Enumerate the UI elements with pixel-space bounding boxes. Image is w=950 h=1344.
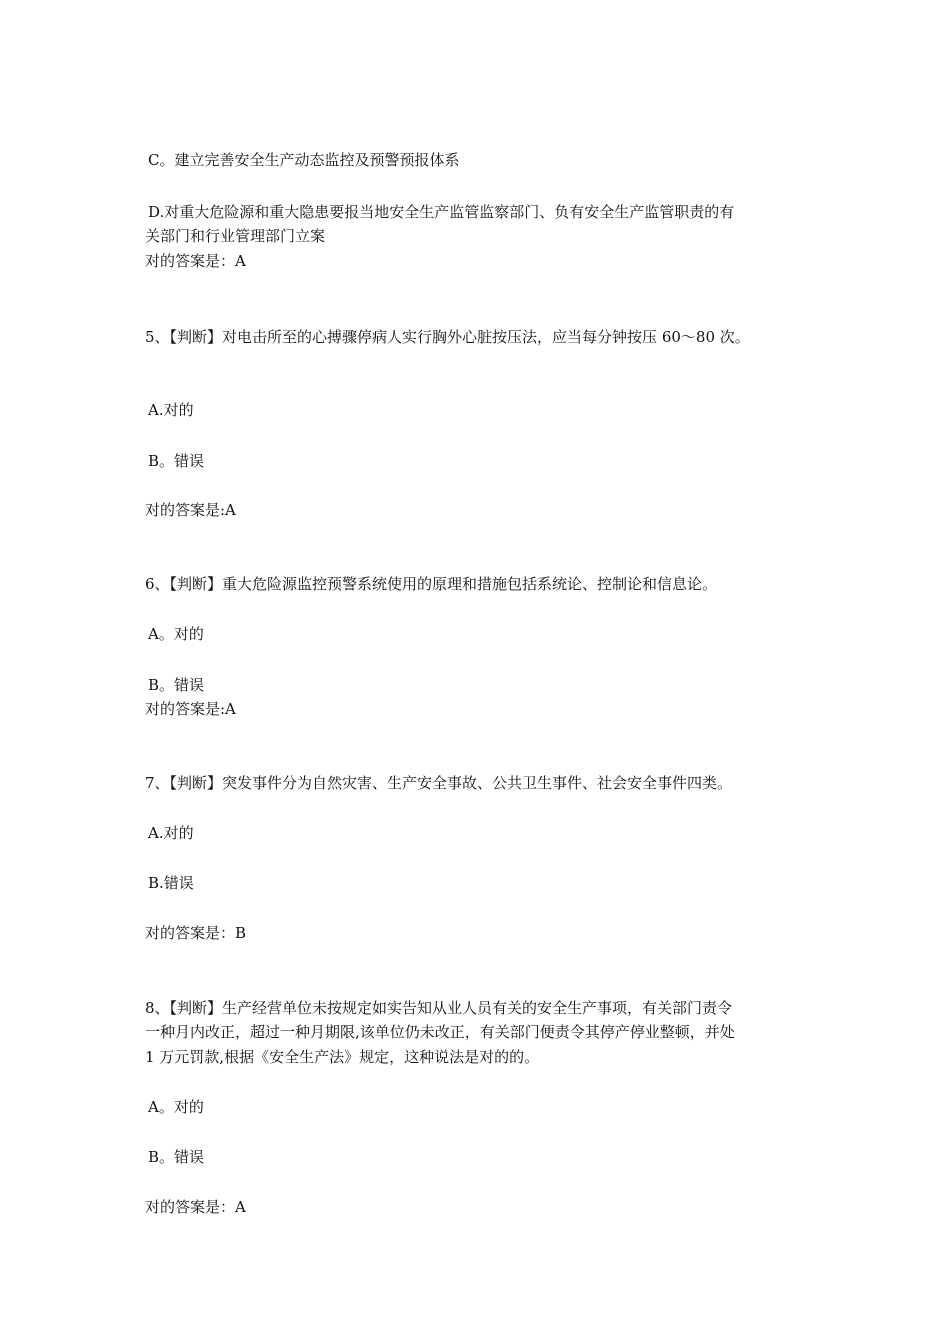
q7-option-a: A.对的 (148, 824, 194, 842)
q5-answer: 对的答案是:A (145, 501, 236, 519)
q6-answer: 对的答案是:A (145, 700, 236, 718)
q8-question-line1: 8、【判断】生产经营单位未按规定如实告知从业人员有关的安全生产事项，有关部门责令 (145, 999, 733, 1017)
q6-option-a: A。对的 (148, 625, 204, 643)
q4-option-d-line1: D.对重大危险源和重大隐患要报当地安全生产监管监察部门、负有安全生产监管职责的有 (148, 203, 735, 221)
q4-option-d-line2: 关部门和行业管理部门立案 (145, 227, 326, 245)
q8-option-a: A。对的 (148, 1098, 204, 1116)
q7-answer: 对的答案是：B (145, 924, 247, 942)
q8-option-b: B。错误 (148, 1148, 205, 1166)
q7-question: 7、【判断】突发事件分为自然灾害、生产安全事故、公共卫生事件、社会安全事件四类。 (145, 774, 733, 792)
q6-option-b: B。错误 (148, 676, 205, 694)
q5-option-a: A.对的 (148, 401, 194, 419)
q8-question-line3: 1 万元罚款,根据《安全生产法》规定，这种说法是对的的。 (145, 1048, 540, 1066)
q4-answer: 对的答案是：A (145, 252, 246, 270)
q7-option-b: B.错误 (148, 874, 194, 892)
q8-answer: 对的答案是：A (145, 1198, 246, 1216)
q5-question: 5、【判断】对电击所至的心搏骤停病人实行胸外心脏按压法，应当每分钟按压 60～80 次。 (145, 328, 750, 346)
q6-question: 6、【判断】重大危险源监控预警系统使用的原理和措施包括系统论、控制论和信息论。 (145, 575, 718, 593)
q4-option-c: C。建立完善安全生产动态监控及预警预报体系 (148, 151, 460, 169)
q8-question-line2: 一种月内改正，超过一种月期限,该单位仍未改正，有关部门便责令其停产停业整顿，并处 (145, 1023, 735, 1041)
q5-option-b: B。错误 (148, 452, 205, 470)
